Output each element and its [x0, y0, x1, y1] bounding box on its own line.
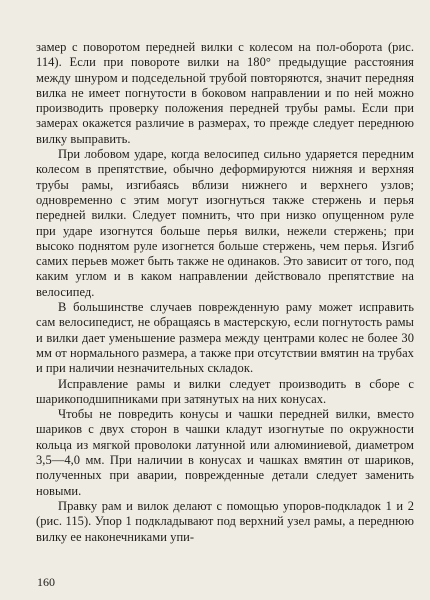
paragraph-6: Правку рам и вилок делают с помощью упоров-подкладок 1 и 2 (рис. 115). Упор 1 подкладывают под верхний узел рамы, а переднюю вилку ее наконечниками упи- [36, 498, 414, 544]
body-text [36, 40, 414, 545]
paragraph-3: В большинстве случаев поврежденную раму может исправить сам велосипедист, не обращаясь в мастерскую, если погнутость рамы и вилки дает уменьшение размера между центрами колес не более 30 мм от нормального размера, а также при отсутствии вмятин на трубах и при наличии незначительных складок. [36, 300, 414, 376]
paragraph-1: замер с поворотом передней вилки с колесом на пол-оборота (рис. 114). Если при повороте вилки на 180° предыдущие расстояния между шнуром и подседельной трубой повторяются, значит передняя вилка не имеет погнутости в боковом направлении и по ней можно производить проверку положения передней трубы рамы. Если при замерах окажется различие в размерах, то прежде следует переднюю вилку выправить. [36, 40, 414, 146]
page-number: 160 [37, 575, 55, 589]
paragraph-4: Исправление рамы и вилки следует производить в сборе с шарикоподшипниками при затянутых на них конусах. [36, 376, 414, 406]
paragraph-5: Чтобы не повредить конусы и чашки передней вилки, вместо шариков с двух сторон в чашки кладут изогнутые по окружности кольца из мягкой проволоки латунной или алюминиевой, диаметром 3,5—4,0 мм. При наличии в конусах и чашках вмятин от шариков, полученных при аварии, поврежденные детали следует заменить новыми. [36, 407, 414, 498]
paragraph-2: При лобовом ударе, когда велосипед сильно ударяется передним колесом в препятствие, обычно деформируются нижняя и верхняя трубы рамы, изгибаясь вблизи нижнего и верхнего узлов; одновременно с этим могут изогнуться также стержень и перья передней вилки. Следует помнить, что при низко опущенном руле при ударе изогнутся больше перья вилки, нежели стержень; при высоко поднятом руле изогнется больше стержень, чем перья. Изгиб самих перьев может быть также не одинаков. Это зависит от того, под каким углом и в каком направлении действовало препятствие на велосипед. [36, 147, 414, 299]
